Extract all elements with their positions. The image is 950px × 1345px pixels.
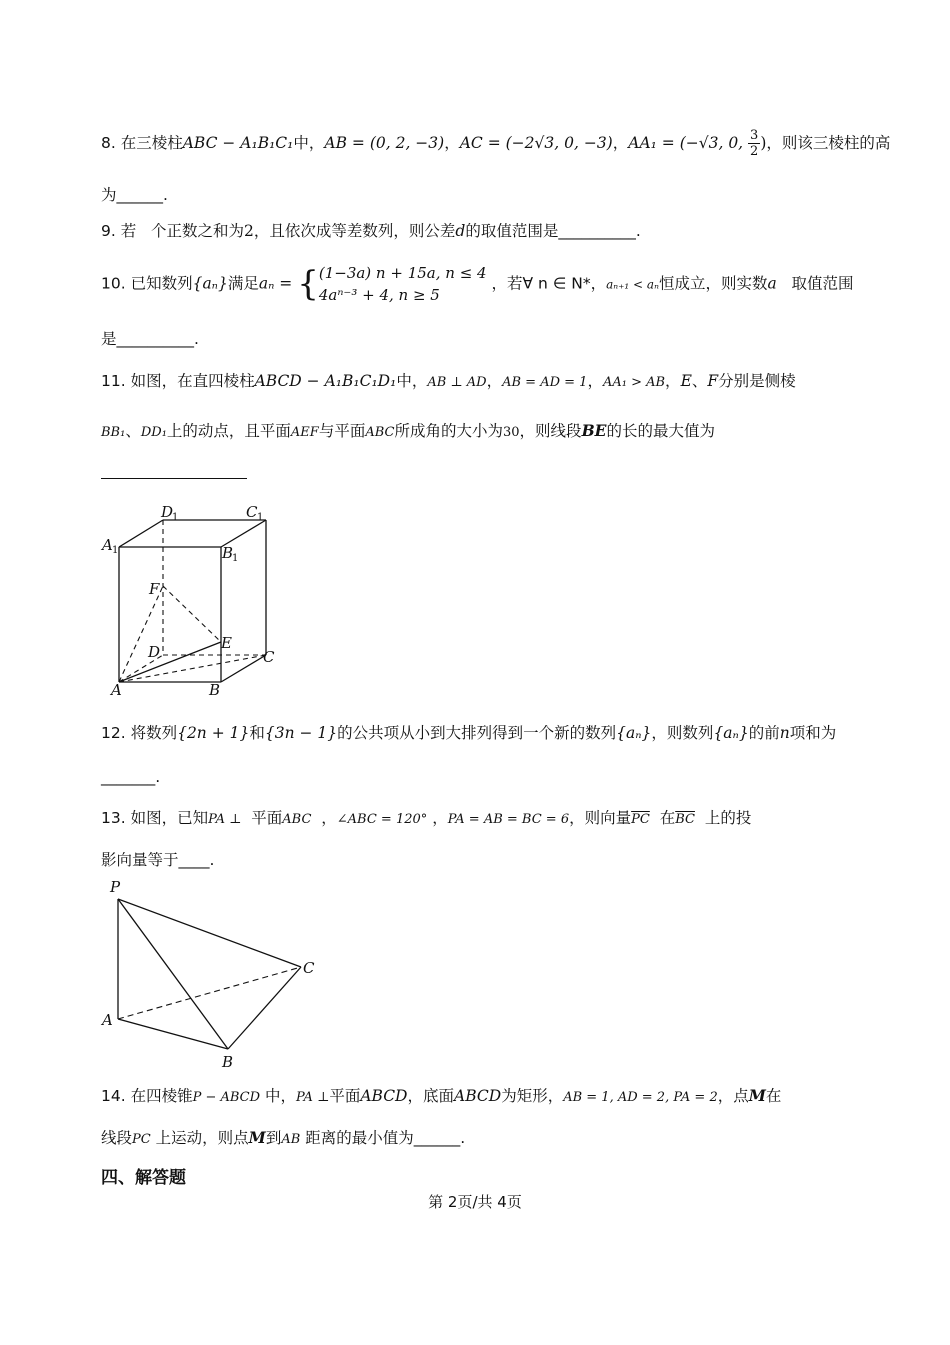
q11-label-c: C xyxy=(263,648,275,666)
svg-text:1: 1 xyxy=(257,512,264,523)
q12-line1: 12. 将数列{2n + 1}和{3n − 1}的公共项从小到大排列得到一个新的数列{aₙ}，则数列{aₙ}的前n项和为 xyxy=(101,724,837,742)
q11-answer-blank xyxy=(101,478,247,479)
svg-text:1: 1 xyxy=(172,512,179,523)
q8-tail: ，则该三棱柱的高 xyxy=(766,134,891,152)
q11-label-d1: D xyxy=(161,503,174,521)
q10-line1: 10. 已知数列{aₙ}满足aₙ = { (1−3a) n + 15a, n ≤ 4 4aⁿ⁻³ + 4, n ≥ 5 ，若∀ n ∈ N*，aₙ₊₁ < aₙ恒成立，则实数a 取值范围 xyxy=(101,264,854,304)
q10-line2: 是__________. xyxy=(101,330,199,348)
q11-line1: 11. 如图，在直四棱柱ABCD − A₁B₁C₁D₁中，AB ⊥ AD，AB = AD = 1，AA₁ > AB，E、F分别是侧棱 xyxy=(101,372,796,390)
q8-vector-aa1: AA₁ = (−√3, 0, xyxy=(628,134,744,152)
q10-brace: { xyxy=(297,264,319,304)
q14-line2: 线段PC 上运动，则点M到AB 距离的最小值为______. xyxy=(101,1128,466,1147)
q11-label-b1: B xyxy=(222,544,234,562)
q13-label-a: A xyxy=(102,1011,113,1029)
q12-line2: _______. xyxy=(101,768,161,786)
q11-label-c1: C xyxy=(246,503,258,521)
q13-label-c: C xyxy=(303,959,315,977)
q13-label-b: B xyxy=(222,1053,234,1071)
q13-line2: 影向量等于____. xyxy=(101,851,215,869)
q8-prism: ABC − A₁B₁C₁ xyxy=(182,134,294,152)
q11-figure xyxy=(95,500,295,705)
q13-line1: 13. 如图，已知PA ⊥ 平面ABC ，∠ABC = 120° ，PA = AB = BC = 6，则向量$\overline{PC}$ 在$\overline{BC}$ 上的投 xyxy=(101,809,752,827)
q8-vector-ab: AB = (0, 2, −3) xyxy=(324,134,445,152)
q11-line2: BB₁、DD₁上的动点，且平面AEF与平面ABC所成角的大小为30，则线段BE的长的最大值为 xyxy=(101,421,715,440)
q11-label-b: B xyxy=(209,681,221,699)
q14-line1: 14. 在四棱锥P − ABCD 中，PA ⊥平面ABCD，底面ABCD为矩形，AB = 1, AD = 2, PA = 2，点M在 xyxy=(101,1086,782,1105)
svg-text:1: 1 xyxy=(112,545,119,556)
page-footer: 第 2页/共 4页 xyxy=(428,1193,522,1211)
q8-fraction: $\frac{3}{2}$ xyxy=(750,128,759,159)
q11-label-a1: A xyxy=(102,536,113,554)
section-heading: 四、解答题 xyxy=(101,1168,186,1188)
q9-line: 9. 若 个正数之和为2，且依次成等差数列，则公差d的取值范围是__________. xyxy=(101,222,641,240)
q13-figure xyxy=(98,877,328,1072)
q10-piecewise: (1−3a) n + 15a, n ≤ 4 4aⁿ⁻³ + 4, n ≥ 5 xyxy=(318,264,487,304)
q11-label-e: E xyxy=(221,634,232,652)
q8-prefix: 8. 在三棱柱 xyxy=(101,134,183,152)
q11-label-f: F xyxy=(149,580,160,598)
q8-mid: 中， xyxy=(293,134,325,152)
q11-label-d: D xyxy=(148,643,161,661)
q10-sequence: {aₙ} xyxy=(192,274,228,293)
q8-line1: 8. 在三棱柱ABC − A₁B₁C₁中，AB = (0, 2, −3)，AC = (−2√3, 0, −3)，AA₁ = (−√3, 0, $\frac{3}{2}$ )，则该三棱柱的高 xyxy=(101,128,891,159)
q13-label-p: P xyxy=(110,878,121,896)
svg-text:1: 1 xyxy=(232,553,239,564)
q8-line2: 为______. xyxy=(101,186,168,204)
q8-vector-ac: AC = (−2√3, 0, −3) xyxy=(459,134,613,152)
q11-label-a: A xyxy=(111,681,122,699)
